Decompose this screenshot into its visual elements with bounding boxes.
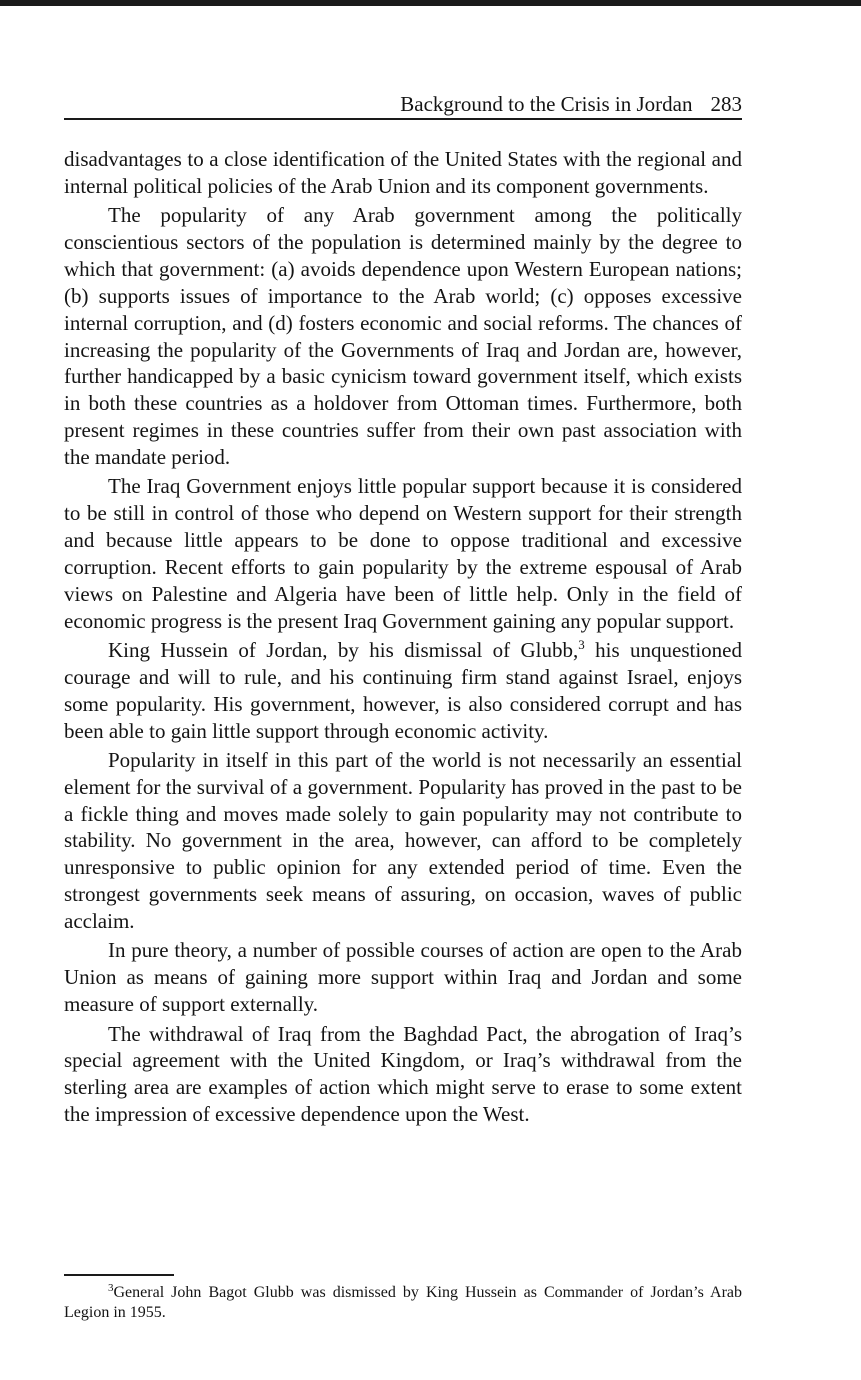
- footnote: [64, 1283, 742, 1323]
- scan-top-edge: [0, 0, 861, 6]
- paragraph: The Iraq Government enjoys little popular support because it is considered to be still in control of those who depend on Western support for their strength and because little appears to be done to oppose traditional and excessive corruption. Recent efforts to gain popularity by the extreme espousal of Arab views on Palestine and Algeria have been of little help. Only in the field of economic progress is the present Iraq Government gaining any popular support.: [64, 474, 742, 633]
- page-number: 283: [710, 92, 742, 116]
- running-title: Background to the Crisis in Jordan: [400, 92, 693, 116]
- paragraph: In pure theory, a number of possible courses of action are open to the Arab Union as means of gaining more support within Iraq and Jordan and some measure of support externally.: [64, 938, 742, 1017]
- paragraph-text: his unquestioned courage and will to rule, and his continuing firm stand against Israel, enjoys some popularity. His government, however, is also considered corrupt and has been able to gain little support through economic activity.: [64, 637, 742, 743]
- footnote-reference: 3: [578, 636, 585, 652]
- footnote-rule: [64, 1274, 174, 1276]
- body-text: [64, 146, 742, 1131]
- running-header: [64, 90, 742, 120]
- paragraph-continued: disadvantages to a close identification of the United States with the regional and internal political policies of the Arab Union and its component governments.: [64, 147, 742, 198]
- paragraph: The popularity of any Arab government among the politically conscientious sectors of the population is determined mainly by the degree to which that government: (a) avoids dependence upon Western European nations; (b) supports issues of importance to the Arab world; (c) opposes excessive internal corruption, and (d) fosters economic and social reforms. The chances of increasing the popularity of the Governments of Iraq and Jordan are, however, further handicapped by a basic cynicism toward government itself, which exists in both these countries as a holdover from Ottoman times. Furthermore, both present regimes in these countries suffer from their own past association with the mandate period.: [64, 203, 742, 469]
- paragraph-with-footnote-ref: [64, 637, 742, 744]
- footnote-text: General John Bagot Glubb was dismissed by King Hussein as Commander of Jordan’s Arab Legion in 1955.: [64, 1284, 742, 1321]
- paragraph: Popularity in itself in this part of the world is not necessarily an essential element for the survival of a government. Popularity has proved in the past to be a fickle thing and moves made solely to gain popularity may not contribute to stability. No government in the area, however, can afford to be completely unresponsive to public opinion for any extended period of time. Even the strongest governments seek means of assuring, on occasion, waves of public acclaim.: [64, 747, 742, 933]
- paragraph: The withdrawal of Iraq from the Baghdad Pact, the abrogation of Iraq’s special agreement with the United Kingdom, or Iraq’s withdrawal from the sterling area are examples of action which might serve to erase to some extent the impression of excessive dependence upon the West.: [64, 1021, 742, 1127]
- footnote-marker: 3: [108, 1282, 114, 1294]
- paragraph-text: King Hussein of Jordan, by his dismissal of Glubb,: [108, 637, 579, 662]
